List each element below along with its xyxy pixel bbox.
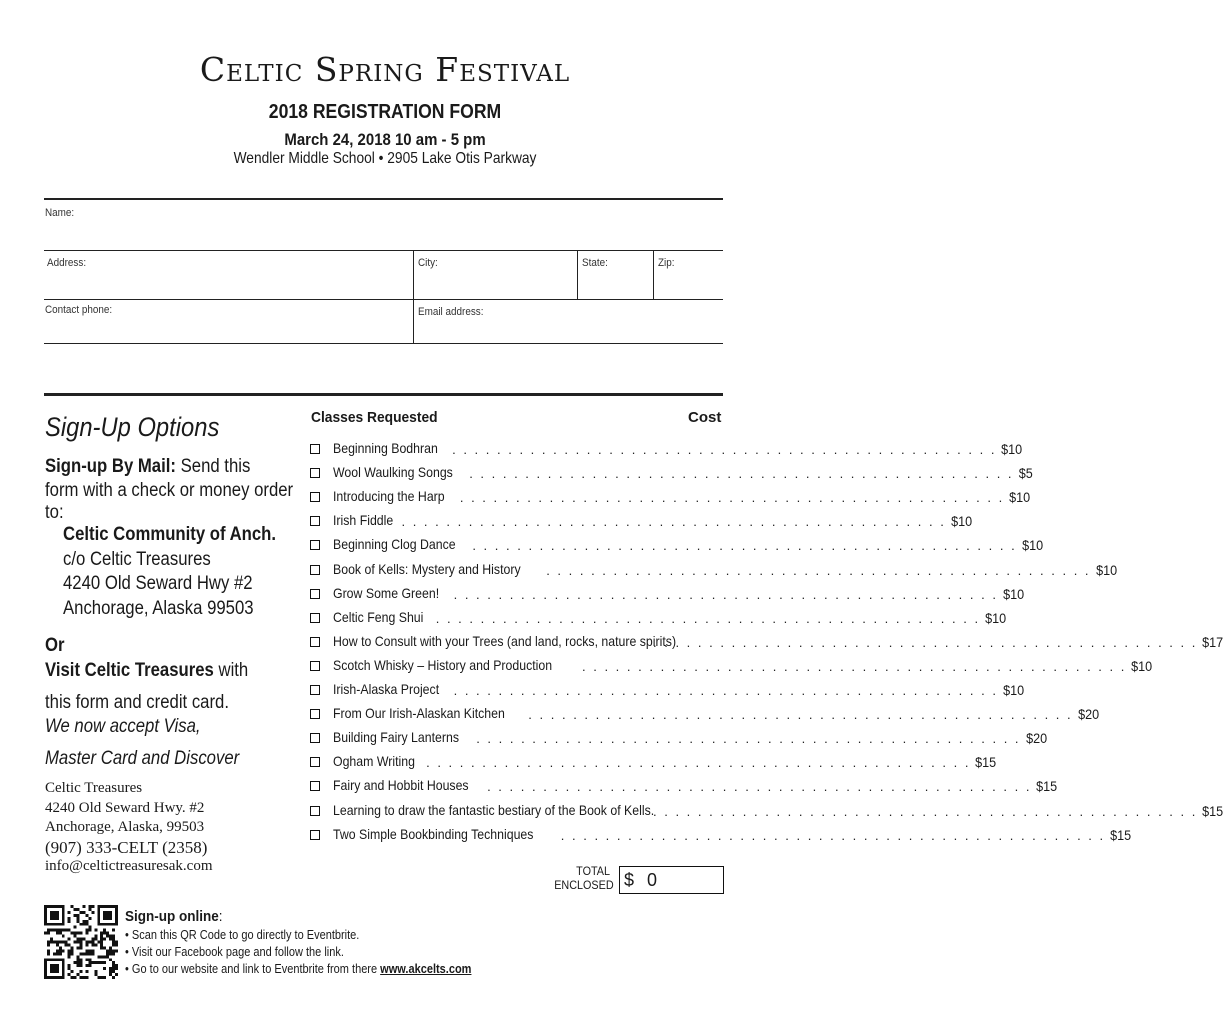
class-name: Book of Kells: Mystery and History xyxy=(333,561,521,577)
class-name: Two Simple Bookbinding Techniques xyxy=(333,826,534,842)
class-checkbox[interactable] xyxy=(310,733,320,743)
signup-options-title: Sign-Up Options xyxy=(45,412,220,442)
store-phone: (907) 333-CELT (2358) xyxy=(45,838,208,857)
dot-leader: . . . . . . . . . . . . . . . . . . . . . . . . . . . . . . . . . . . . . . . . . . . . . . . . . xyxy=(459,489,1005,505)
name-label: Name: xyxy=(45,207,75,219)
class-checkbox[interactable] xyxy=(310,830,320,840)
state-label: State: xyxy=(582,257,608,269)
class-checkbox[interactable] xyxy=(310,637,320,647)
section-rule xyxy=(44,393,723,396)
mail-line-1 xyxy=(45,456,250,478)
class-checkbox[interactable] xyxy=(310,565,320,575)
dot-leader: . . . . . . . . . . . . . . . . . . . . . . . . . . . . . . . . . . . . . . . . . . . . . . . . . xyxy=(469,465,1014,481)
class-row xyxy=(310,632,1224,652)
phone-field-line[interactable] xyxy=(44,343,723,344)
class-name: Wool Waulking Songs xyxy=(333,464,453,480)
online-item-2: • Visit our Facebook page and follow the link. xyxy=(125,945,344,959)
store-address-1: 4240 Old Seward Hwy. #2 xyxy=(45,800,205,816)
visit-text-2: this form and credit card. xyxy=(45,692,230,713)
class-name: Ogham Writing xyxy=(333,753,415,769)
mail-heading: Sign-up By Mail: xyxy=(45,456,176,477)
class-row xyxy=(310,776,1058,796)
qr-code-icon[interactable] xyxy=(44,905,118,979)
class-row xyxy=(310,656,1153,676)
dot-leader: . . . . . . . . . . . . . . . . . . . . . . . . . . . . . . . . . . . . . . . . . . . . . . . . . xyxy=(426,754,971,770)
dot-leader: . . . . . . . . . . . . . . . . . . . . . . . . . . . . . . . . . . . . . . . . . . . . . . . . . xyxy=(453,682,998,698)
class-cost: $5 xyxy=(1018,465,1033,481)
class-cost: $10 xyxy=(1021,537,1043,553)
online-item-3 xyxy=(125,962,471,976)
state-divider xyxy=(577,251,578,299)
class-checkbox[interactable] xyxy=(310,709,320,719)
email-label: Email address: xyxy=(418,306,484,318)
online-colon: : xyxy=(218,908,223,925)
class-row xyxy=(310,439,1023,459)
dot-leader: . . . . . . . . . . . . . . . . . . . . . . . . . . . . . . . . . . . . . . . . . . . . . . . . . xyxy=(476,730,1021,746)
visit-with: with xyxy=(218,660,249,681)
class-checkbox[interactable] xyxy=(310,806,320,816)
dot-leader: . . . . . . . . . . . . . . . . . . . . . . . . . . . . . . . . . . . . . . . . . . . . . . . . . xyxy=(435,610,981,626)
address-field-line[interactable] xyxy=(44,299,723,300)
zip-divider xyxy=(653,251,654,299)
class-cost: $10 xyxy=(1001,441,1023,457)
class-name: How to Consult with your Trees (and land, rocks, nature spirits) xyxy=(333,633,677,649)
city-label: City: xyxy=(418,257,438,269)
class-row xyxy=(310,535,1043,555)
class-name: Scotch Whisky – History and Production xyxy=(333,657,553,673)
class-checkbox[interactable] xyxy=(310,492,320,502)
class-name: Celtic Feng Shui xyxy=(333,609,424,625)
store-name: Celtic Treasures xyxy=(45,780,143,796)
visit-line xyxy=(45,660,248,682)
online-item-3-text: • Go to our website and link to Eventbrite from there xyxy=(125,962,378,976)
org-line-3: Anchorage, Alaska 99503 xyxy=(63,598,254,619)
class-cost: $15 xyxy=(1202,803,1224,819)
class-checkbox[interactable] xyxy=(310,661,320,671)
mail-text-3: to: xyxy=(45,502,64,523)
class-checkbox[interactable] xyxy=(310,589,320,599)
dot-leader: . . . . . . . . . . . . . . . . . . . . . . . . . . . . . . . . . . . . . . . . . . . . . . . . . xyxy=(528,706,1073,722)
class-row xyxy=(310,487,1031,507)
form-subtitle: 2018 REGISTRATION FORM xyxy=(268,101,502,123)
total-label-line-1: TOTAL xyxy=(576,864,610,878)
online-item-1: • Scan this QR Code to go directly to Eventbrite. xyxy=(125,928,360,942)
class-checkbox[interactable] xyxy=(310,444,320,454)
total-label xyxy=(554,864,614,892)
dot-leader: . . . . . . . . . . . . . . . . . . . . . . . . . . . . . . . . . . . . . . . . . . . . . . . . . xyxy=(487,778,1032,794)
class-checkbox[interactable] xyxy=(310,685,320,695)
website-link[interactable]: www.akcelts.com xyxy=(380,962,472,976)
total-value: 0 xyxy=(647,870,658,890)
org-line-2: 4240 Old Seward Hwy #2 xyxy=(63,573,253,594)
class-row xyxy=(310,511,973,531)
class-cost: $17 xyxy=(1202,634,1224,650)
event-date: March 24, 2018 10 am - 5 pm xyxy=(284,130,486,149)
dot-leader: . . . . . . . . . . . . . . . . . . . . . . . . . . . . . . . . . . . . . . . . . . . . . . . . . xyxy=(472,537,1017,553)
class-row xyxy=(310,584,1025,604)
class-row xyxy=(310,752,997,772)
class-name: Beginning Bodhran xyxy=(333,440,438,456)
mail-text-1: Send this xyxy=(180,456,251,477)
total-label-line-2: ENCLOSED xyxy=(554,878,614,892)
class-cost: $15 xyxy=(1036,778,1058,794)
visit-bold: Visit xyxy=(45,660,81,681)
dot-leader: . . . . . . . . . . . . . . . . . . . . . . . . . . . . . . . . . . . . . . . . . . . . . . . . . xyxy=(653,803,1198,819)
class-cost: $20 xyxy=(1077,706,1099,722)
class-cost: $15 xyxy=(975,754,997,770)
store-address-2: Anchorage, Alaska, 99503 xyxy=(45,819,205,835)
class-row xyxy=(310,825,1132,845)
address-label: Address: xyxy=(47,257,87,269)
class-name: Introducing the Harp xyxy=(333,488,445,504)
class-checkbox[interactable] xyxy=(310,540,320,550)
festival-title: Celtic Spring Festival xyxy=(199,50,571,89)
class-cost: $20 xyxy=(1025,730,1047,746)
class-row xyxy=(310,728,1047,748)
class-row xyxy=(310,608,1007,628)
visa-line-1: We now accept Visa, xyxy=(45,716,201,737)
total-currency: $ xyxy=(624,870,635,890)
top-rule xyxy=(44,198,723,200)
phone-label: Contact phone: xyxy=(45,304,113,316)
class-cost: $10 xyxy=(1003,682,1025,698)
dot-leader: . . . . . . . . . . . . . . . . . . . . . . . . . . . . . . . . . . . . . . . . . . . . . . . . . xyxy=(452,441,997,457)
dot-leader: . . . . . . . . . . . . . . . . . . . . . . . . . . . . . . . . . . . . . . . . . . . . . . . . . xyxy=(582,658,1127,674)
class-row xyxy=(310,801,1224,821)
class-checkbox[interactable] xyxy=(310,781,320,791)
total-enclosed-field[interactable] xyxy=(619,866,724,894)
visa-line-2: Master Card and Discover xyxy=(45,748,240,769)
class-cost: $10 xyxy=(1095,562,1117,578)
class-checkbox[interactable] xyxy=(310,757,320,767)
mail-text-2: form with a check or money order xyxy=(45,480,294,501)
visit-store-name: Celtic Treasures xyxy=(84,660,214,681)
online-signup-heading xyxy=(125,908,222,925)
city-divider xyxy=(413,251,414,343)
classes-header: Classes Requested xyxy=(311,409,438,426)
class-cost: $10 xyxy=(1009,489,1031,505)
org-line-1: c/o Celtic Treasures xyxy=(63,549,211,570)
dot-leader: . . . . . . . . . . . . . . . . . . . . . . . . . . . . . . . . . . . . . . . . . . . . . . . . . xyxy=(401,513,946,529)
class-name: From Our Irish-Alaskan Kitchen xyxy=(333,705,505,721)
dot-leader: . . . . . . . . . . . . . . . . . . . . . . . . . . . . . . . . . . . . . . . . . . . . . . . . . xyxy=(453,586,998,602)
class-row xyxy=(310,463,1033,483)
class-name: Fairy and Hobbit Houses xyxy=(333,777,469,793)
zip-label: Zip: xyxy=(658,257,675,269)
class-name: Grow Some Green! xyxy=(333,585,440,601)
class-name: Learning to draw the fantastic bestiary of the Book of Kells. xyxy=(333,802,655,818)
class-name: Irish Fiddle xyxy=(333,512,394,528)
cost-header: Cost xyxy=(688,409,722,426)
event-venue: Wendler Middle School • 2905 Lake Otis Parkway xyxy=(233,150,537,167)
or-text: Or xyxy=(45,635,65,656)
class-row xyxy=(310,704,1099,724)
class-checkbox[interactable] xyxy=(310,468,320,478)
class-row xyxy=(310,680,1025,700)
online-title: Sign-up online xyxy=(125,908,219,925)
class-name: Building Fairy Lanterns xyxy=(333,729,460,745)
dot-leader: . . . . . . . . . . . . . . . . . . . . . . . . . . . . . . . . . . . . . . . . . . . . . . . . . xyxy=(546,562,1091,578)
class-cost: $15 xyxy=(1110,827,1132,843)
org-name: Celtic Community of Anch. xyxy=(63,524,277,545)
class-cost: $10 xyxy=(1131,658,1153,674)
class-name: Irish-Alaska Project xyxy=(333,681,440,697)
class-cost: $10 xyxy=(950,513,973,529)
class-checkbox[interactable] xyxy=(310,516,320,526)
class-checkbox[interactable] xyxy=(310,613,320,623)
dot-leader: . . . . . . . . . . . . . . . . . . . . . . . . . . . . . . . . . . . . . . . . . . . . . . . . . xyxy=(653,634,1198,650)
class-row xyxy=(310,560,1117,580)
class-name: Beginning Clog Dance xyxy=(333,536,456,552)
name-field-line[interactable] xyxy=(44,250,723,251)
dot-leader: . . . . . . . . . . . . . . . . . . . . . . . . . . . . . . . . . . . . . . . . . . . . . . . . . xyxy=(560,827,1106,843)
store-email: info@celtictreasuresak.com xyxy=(45,858,213,874)
class-cost: $10 xyxy=(1003,586,1025,602)
class-cost: $10 xyxy=(985,610,1007,626)
